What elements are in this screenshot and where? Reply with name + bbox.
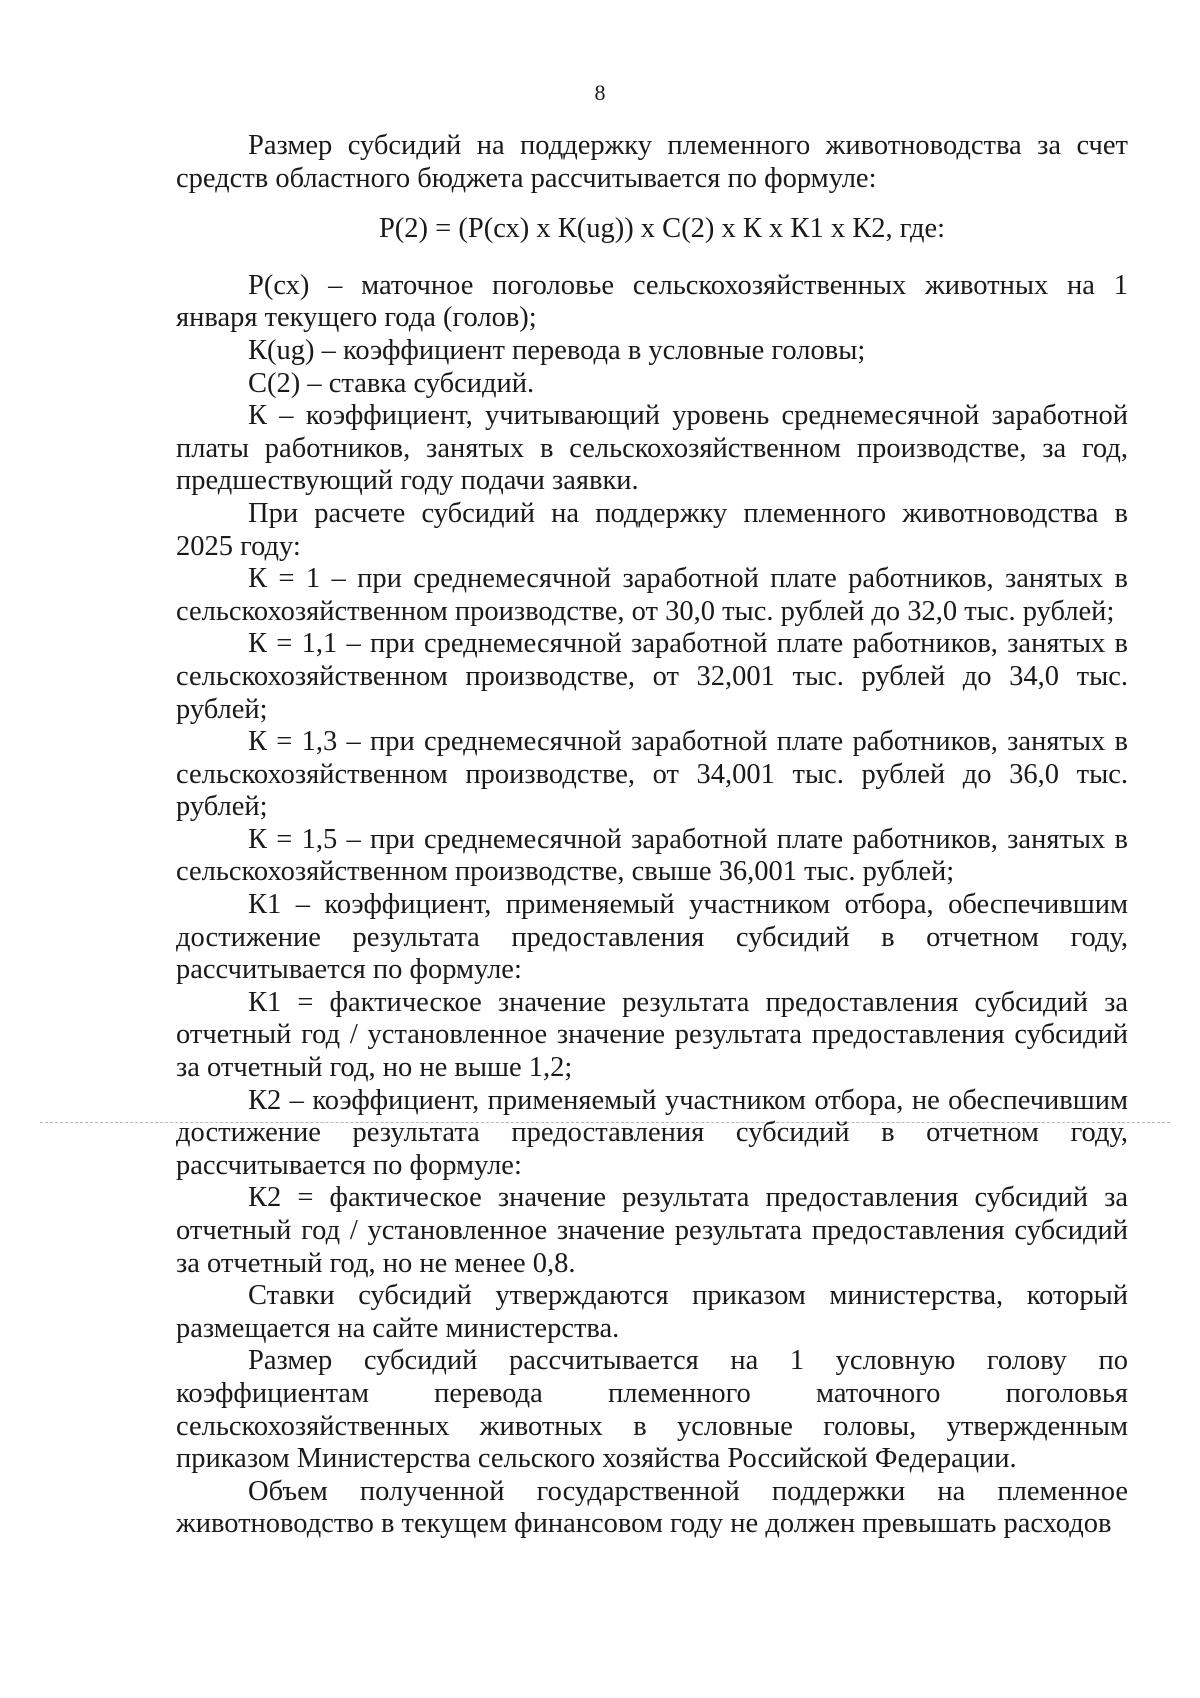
paragraph-def-k2: К2 – коэффициент, применяемый участником отбора, не обеспечившим достижение результата предоставления субсидий в отчетном году, рассчитывается по формуле: [176,1084,1128,1181]
paragraph-rates: Ставки субсидий утверждаются приказом министерства, который размещается на сайте министерства. [176,1280,1128,1344]
paragraph-def-k1: К1 – коэффициент, применяемый участником отбора, обеспечившим достижение результата предоставления субсидий в отчетном году, рассчитывается по формуле: [176,889,1128,986]
paragraph-volume: Объем полученной государственной поддержки на племенное животноводство в текущем финансовом году не должен превышать расходов [176,1475,1128,1540]
paragraph-k-1-5: К = 1,5 – при среднемесячной заработной плате работников, занятых в сельскохозяйственном производстве, свыше 36,001 тыс. рублей; [176,823,1128,888]
paragraph-intro: Размер субсидий на поддержку племенного животноводства за счет средств областного бюджета рассчитывается по формуле: [176,130,1128,194]
paragraph-formula-k2: К2 = фактическое значение результата предоставления субсидий за отчетный год / установленное значение результата предоставления субсидий за отчетный год, но не менее 0,8. [176,1182,1128,1279]
paragraph-k-1-1: К = 1,1 – при среднемесячной заработной плате работников, занятых в сельскохозяйственном производстве, от 32,001 тыс. рублей до 34,0 тыс. рублей; [176,628,1128,725]
paragraph-def-kug: К(ug) – коэффициент перевода в условные головы; [248,334,866,366]
formula-main: Р(2) = (Р(сх) х К(ug)) х С(2) х К х К1 х К2, где: [378,213,946,245]
paragraph-def-rcx: Р(сх) – маточное поголовье сельскохозяйственных животных на 1 января текущего года (голов); [176,269,1128,334]
paragraph-formula-k1: К1 = фактическое значение результата предоставления субсидий за отчетный год / установленное значение результата предоставления субсидий за отчетный год, но не выше 1,2; [176,986,1128,1084]
paragraph-k-1-3: К = 1,3 – при среднемесячной заработной плате работников, занятых в сельскохозяйственном производстве, от 34,001 тыс. рублей до 36,0 тыс. рублей; [176,726,1128,823]
document-body [176,130,1128,1541]
paragraph-size-calc: Размер субсидий рассчитывается на 1 условную голову по коэффициентам перевода племенного маточного поголовья сельскохозяйственных животных в условные головы, утвержденным приказом Министерства сельского хозяйства Российской Федерации. [176,1345,1128,1475]
paragraph-def-c2: С(2) – ставка субсидий. [248,367,535,399]
paragraph-calc-2025: При расчете субсидий на поддержку племенного животноводства в 2025 году: [176,497,1128,562]
paragraph-def-k: К – коэффициент, учитывающий уровень среднемесячной заработной платы работников, занятых в сельскохозяйственном производстве, за год, предшествующий году подачи заявки. [176,400,1128,497]
paragraph-k-1: К = 1 – при среднемесячной заработной плате работников, занятых в сельскохозяйственном производстве, от 30,0 тыс. рублей до 32,0 тыс. рублей; [176,563,1128,627]
page-number: 8 [594,80,606,105]
